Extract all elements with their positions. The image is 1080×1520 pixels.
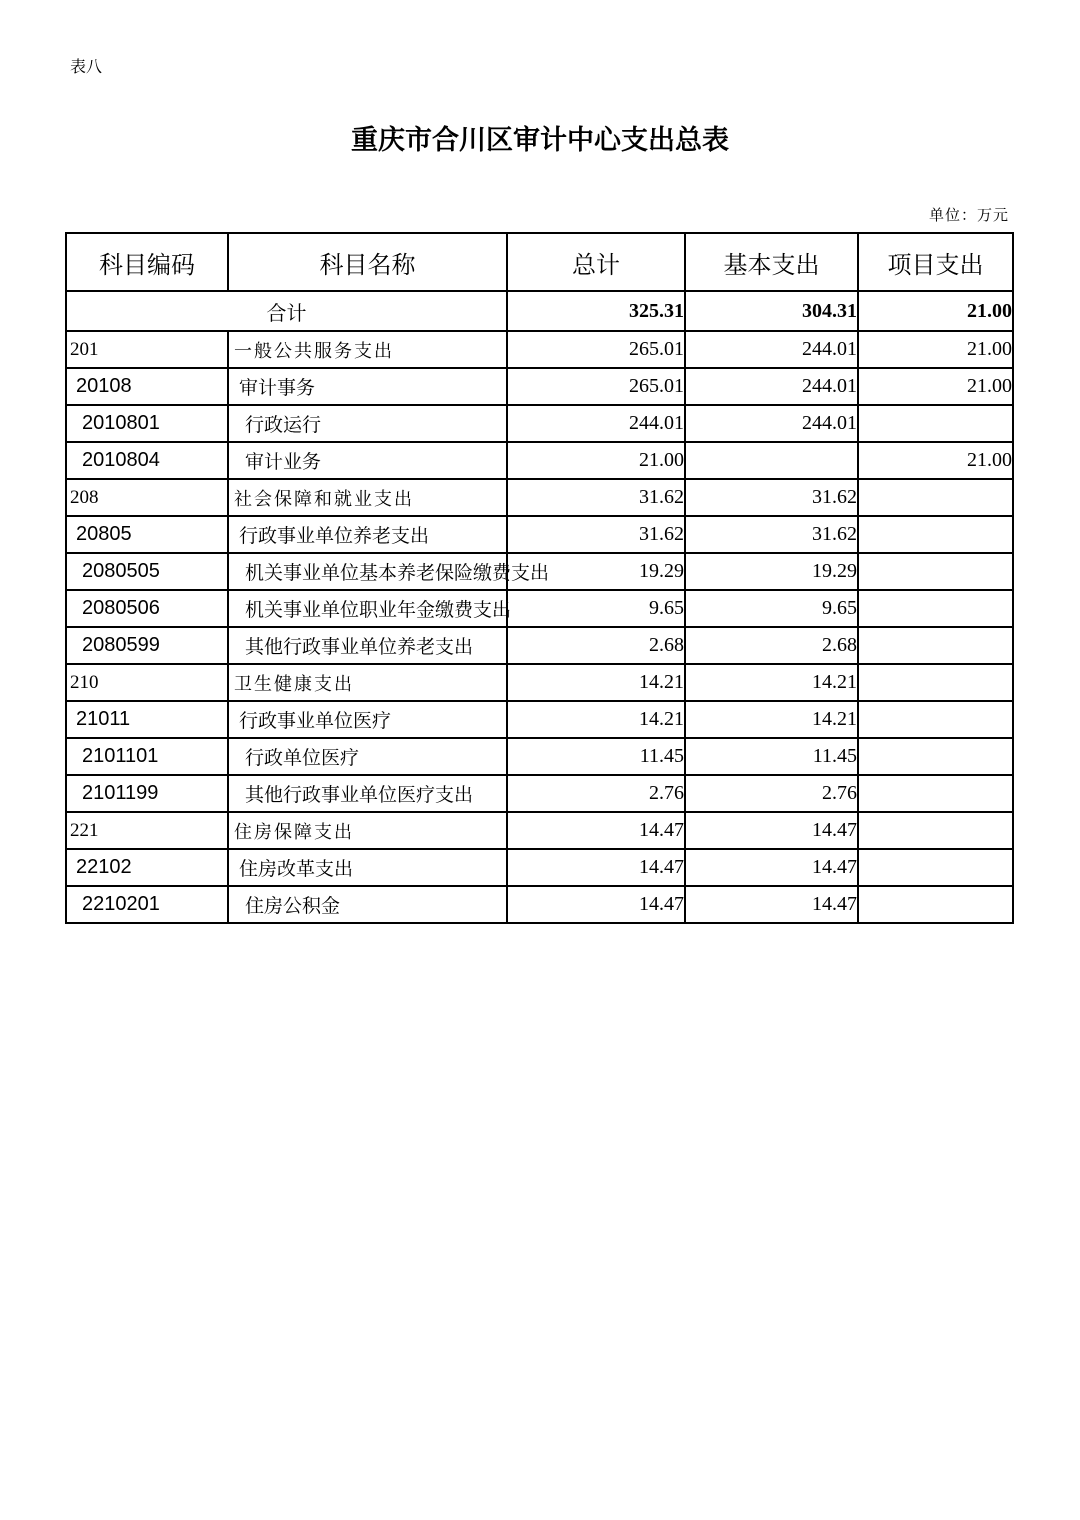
row-code: 2101199 <box>66 775 228 812</box>
total-basic: 304.31 <box>685 291 858 331</box>
row-name: 机关事业单位职业年金缴费支出 <box>228 590 507 627</box>
row-project <box>858 553 1013 590</box>
header-project: 项目支出 <box>858 233 1013 291</box>
row-basic: 2.76 <box>685 775 858 812</box>
row-project: 21.00 <box>858 331 1013 368</box>
row-code: 208 <box>66 479 228 516</box>
row-total: 2.68 <box>507 627 685 664</box>
row-name: 卫生健康支出 <box>228 664 507 701</box>
header-total: 总计 <box>507 233 685 291</box>
row-name: 住房改革支出 <box>228 849 507 886</box>
row-project <box>858 516 1013 553</box>
page-title: 重庆市合川区审计中心支出总表 <box>351 125 729 156</box>
row-project <box>858 775 1013 812</box>
row-code: 2210201 <box>66 886 228 923</box>
row-project <box>858 738 1013 775</box>
table-row <box>66 553 1013 590</box>
row-project: 21.00 <box>858 442 1013 479</box>
row-name: 行政单位医疗 <box>228 738 507 775</box>
row-total: 31.62 <box>507 516 685 553</box>
row-project <box>858 627 1013 664</box>
row-total: 14.47 <box>507 886 685 923</box>
row-total: 14.21 <box>507 664 685 701</box>
row-total: 9.65 <box>507 590 685 627</box>
header-code: 科目编码 <box>66 233 228 291</box>
row-basic: 2.68 <box>685 627 858 664</box>
table-row <box>66 516 1013 553</box>
unit-label: 单位：万元 <box>928 206 1009 224</box>
table-number: 表八 <box>70 57 103 76</box>
row-code: 21011 <box>66 701 228 738</box>
row-name: 住房保障支出 <box>228 812 507 849</box>
row-code: 2010801 <box>66 405 228 442</box>
row-basic: 14.47 <box>685 812 858 849</box>
row-basic <box>685 442 858 479</box>
row-code: 20805 <box>66 516 228 553</box>
table-row <box>66 590 1013 627</box>
row-code: 2080506 <box>66 590 228 627</box>
row-basic: 14.47 <box>685 886 858 923</box>
row-total: 265.01 <box>507 368 685 405</box>
row-total: 244.01 <box>507 405 685 442</box>
row-code: 2080599 <box>66 627 228 664</box>
table-row <box>66 886 1013 923</box>
table-row <box>66 849 1013 886</box>
row-name: 其他行政事业单位养老支出 <box>228 627 507 664</box>
row-name: 机关事业单位基本养老保险缴费支出 <box>228 553 507 590</box>
row-total: 11.45 <box>507 738 685 775</box>
row-total: 14.47 <box>507 849 685 886</box>
row-basic: 244.01 <box>685 405 858 442</box>
table-row <box>66 331 1013 368</box>
row-code: 2080505 <box>66 553 228 590</box>
row-code: 20108 <box>66 368 228 405</box>
row-basic: 14.21 <box>685 701 858 738</box>
row-basic: 9.65 <box>685 590 858 627</box>
row-project <box>858 664 1013 701</box>
row-code: 2101101 <box>66 738 228 775</box>
row-basic: 19.29 <box>685 553 858 590</box>
row-basic: 244.01 <box>685 331 858 368</box>
table-row <box>66 405 1013 442</box>
row-name: 行政事业单位养老支出 <box>228 516 507 553</box>
row-basic: 11.45 <box>685 738 858 775</box>
row-name: 审计事务 <box>228 368 507 405</box>
table-header-row <box>66 233 1013 291</box>
table-row <box>66 664 1013 701</box>
total-row <box>66 291 1013 331</box>
row-basic: 244.01 <box>685 368 858 405</box>
row-total: 19.29 <box>507 553 685 590</box>
row-total: 265.01 <box>507 331 685 368</box>
expenditure-table <box>65 232 1014 924</box>
row-project: 21.00 <box>858 368 1013 405</box>
row-code: 201 <box>66 331 228 368</box>
table-row <box>66 627 1013 664</box>
row-basic: 31.62 <box>685 479 858 516</box>
table-row <box>66 812 1013 849</box>
row-total: 21.00 <box>507 442 685 479</box>
row-basic: 14.21 <box>685 664 858 701</box>
row-total: 2.76 <box>507 775 685 812</box>
table-row <box>66 479 1013 516</box>
row-code: 221 <box>66 812 228 849</box>
row-total: 31.62 <box>507 479 685 516</box>
row-name: 社会保障和就业支出 <box>228 479 507 516</box>
header-name: 科目名称 <box>228 233 507 291</box>
row-project <box>858 886 1013 923</box>
row-name: 住房公积金 <box>228 886 507 923</box>
row-total: 14.47 <box>507 812 685 849</box>
row-name: 其他行政事业单位医疗支出 <box>228 775 507 812</box>
row-name: 行政事业单位医疗 <box>228 701 507 738</box>
row-project <box>858 590 1013 627</box>
table-row <box>66 738 1013 775</box>
row-project <box>858 849 1013 886</box>
table-row <box>66 368 1013 405</box>
row-code: 22102 <box>66 849 228 886</box>
row-project <box>858 812 1013 849</box>
table-row <box>66 775 1013 812</box>
row-project <box>858 405 1013 442</box>
total-label: 合计 <box>66 291 507 331</box>
row-name: 审计业务 <box>228 442 507 479</box>
row-project <box>858 479 1013 516</box>
header-basic: 基本支出 <box>685 233 858 291</box>
row-code: 210 <box>66 664 228 701</box>
row-name: 一般公共服务支出 <box>228 331 507 368</box>
table-row <box>66 701 1013 738</box>
row-basic: 14.47 <box>685 849 858 886</box>
row-project <box>858 701 1013 738</box>
row-total: 14.21 <box>507 701 685 738</box>
total-total: 325.31 <box>507 291 685 331</box>
total-project: 21.00 <box>858 291 1013 331</box>
row-name: 行政运行 <box>228 405 507 442</box>
row-basic: 31.62 <box>685 516 858 553</box>
row-code: 2010804 <box>66 442 228 479</box>
table-row <box>66 442 1013 479</box>
